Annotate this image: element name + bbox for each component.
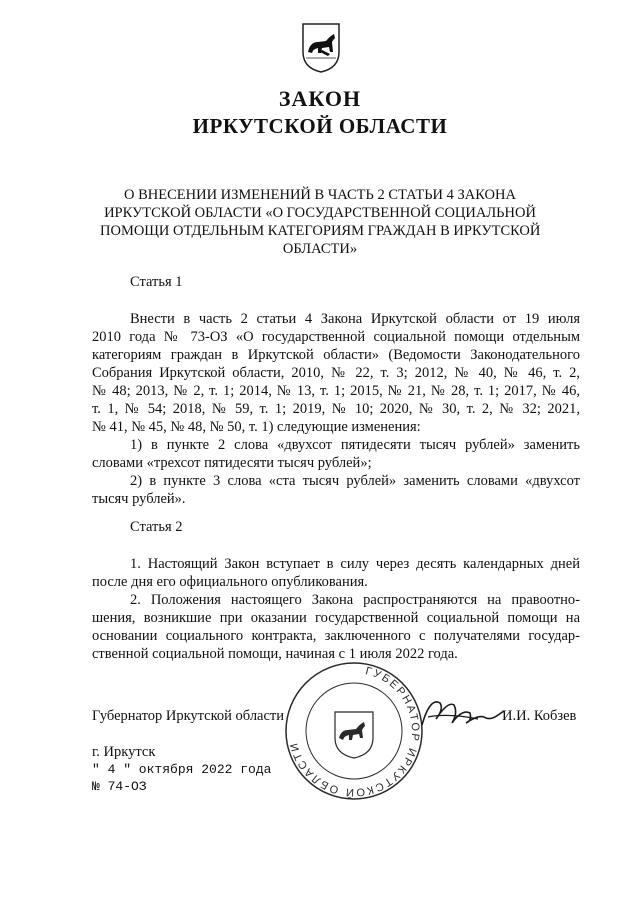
law-number: № 74-ОЗ xyxy=(92,779,147,794)
signatory-name: И.И. Кобзев xyxy=(502,708,577,724)
article-1-line: № 48; 2013, № 2, т. 1; 2014, № 13, т. 1; 2015, № 21, № 28, т. 1; 2017, № 46, xyxy=(92,383,580,399)
official-seal xyxy=(283,660,425,802)
article-1-line: 2) в пункте 3 слова «ста тысяч рублей» заменить словами «двухсот xyxy=(130,473,580,489)
document-title: ЗАКОН xyxy=(278,86,362,111)
article-2-line: основании социального контракта, заключенного с получателями государ- xyxy=(92,628,580,644)
article-1-line: № 41, № 45, № 48, № 50, т. 1) следующие изменения: xyxy=(92,419,421,435)
issue-date: " 4 " октября 2022 года xyxy=(92,762,272,777)
article-1-line: 2010 года № 73-ОЗ «О государственной социальной помощи отдельным xyxy=(92,329,580,345)
article-2-heading: Статья 2 xyxy=(130,519,183,535)
subject-line: ИРКУТСКОЙ ОБЛАСТИ «О ГОСУДАРСТВЕННОЙ СОЦИАЛЬНОЙ xyxy=(104,205,536,221)
article-1-line: категориям граждан в Иркутской области» (Ведомости Законодательного xyxy=(92,347,580,363)
article-1-line: 1) в пункте 2 слова «двухсот пятидесяти тысяч рублей» заменить xyxy=(130,437,580,453)
seal-text: ГУБЕРНАТОР ИРКУТСКОЙ ОБЛАСТИ xyxy=(287,665,422,799)
handwritten-signature xyxy=(418,693,508,733)
document-subtitle-region: ИРКУТСКОЙ ОБЛАСТИ xyxy=(192,114,448,138)
article-1-line: Собрания Иркутской области, 2010, № 22, т. 3; 2012, № 40, № 46, т. 2, xyxy=(92,365,580,381)
article-1-heading: Статья 1 xyxy=(130,274,183,290)
article-2-line: шения, возникшие при оказании государственной социальной помощи на xyxy=(92,610,580,626)
subject-line: ОБЛАСТИ» xyxy=(282,241,358,257)
article-1-line: Внести в часть 2 статьи 4 Закона Иркутской области от 19 июля xyxy=(130,311,580,327)
signatory-position: Губернатор Иркутской области xyxy=(92,708,285,724)
coat-of-arms-icon xyxy=(300,22,342,74)
article-2-line: 2. Положения настоящего Закона распространяются на правоотно- xyxy=(130,592,580,608)
article-2-line: 1. Настоящий Закон вступает в силу через десять календарных дней xyxy=(130,556,580,572)
issue-city: г. Иркутск xyxy=(92,744,156,760)
article-2-line: после дня его официального опубликования. xyxy=(92,574,368,590)
subject-line: ПОМОЩИ ОТДЕЛЬНЫМ КАТЕГОРИЯМ ГРАЖДАН В ИРКУТСКОЙ xyxy=(100,223,541,239)
subject-line: О ВНЕСЕНИИ ИЗМЕНЕНИЙ В ЧАСТЬ 2 СТАТЬИ 4 ЗАКОНА xyxy=(124,187,516,203)
law-subject xyxy=(100,186,540,258)
article-2-line: ственной социальной помощи, начиная с 1 июля 2022 года. xyxy=(92,646,458,662)
article-1-line: тысяч рублей». xyxy=(92,491,186,507)
article-1-line: словами «трехсот пятидесяти тысяч рублей»; xyxy=(92,455,372,471)
article-1-line: т. 1, № 54; 2018, № 59, т. 1; 2019, № 10; 2020, № 30, т. 2, № 32; 2021, xyxy=(92,401,580,417)
